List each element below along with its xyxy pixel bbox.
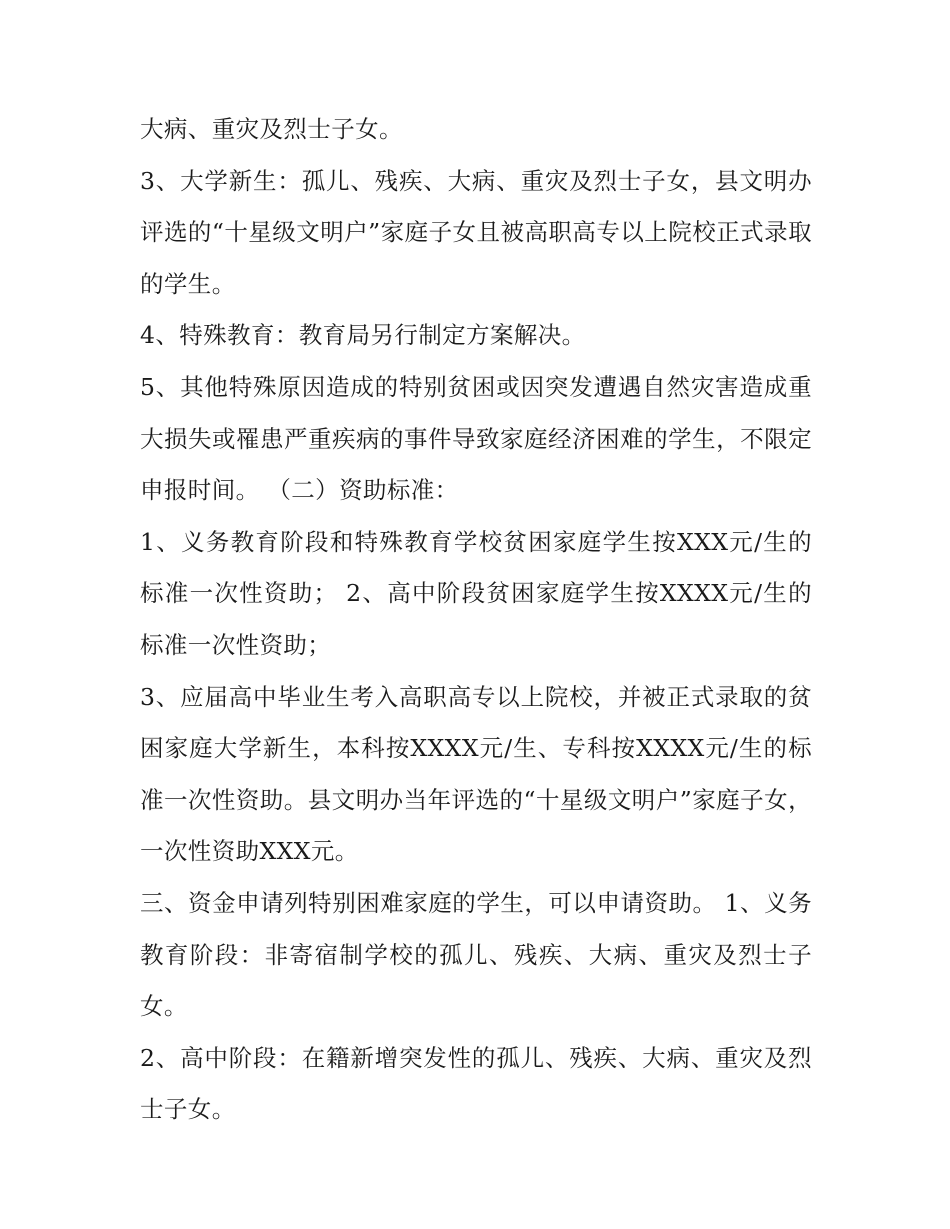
paragraph-6: 3、应届高中毕业生考入高职高专以上院校，并被正式录取的贫困家庭大学新生，本科按XXXX元/生、专科按XXXX元/生的标准一次性资助。县文明办当年评选的“十星级文明户”家庭子女，一次性资助XXX元。 — [140, 682, 812, 866]
paragraph-3: 4、特殊教育：教育局另行制定方案解决。 — [140, 321, 586, 350]
paragraph-8: 2、高中阶段：在籍新增突发性的孤儿、残疾、大病、重灾及烈士子女。 — [140, 1043, 812, 1124]
paragraph-7: 三、资金申请列特别困难家庭的学生，可以申请资助。 1、义务教育阶段：非寄宿制学校的孤儿、残疾、大病、重灾及烈士子女。 — [140, 888, 812, 1021]
document-body — [140, 104, 812, 1136]
paragraph-4: 5、其他特殊原因造成的特别贫困或因突发遭遇自然灾害造成重大损失或罹患严重疾病的事件导致家庭经济困难的学生，不限定申报时间。 （二）资助标准： — [140, 372, 812, 505]
paragraph-1: 大病、重灾及烈士子女。 — [140, 115, 403, 143]
paragraph-2: 3、大学新生：孤儿、残疾、大病、重灾及烈士子女，县文明办评选的“十星级文明户”家庭子女且被高职高专以上院校正式录取的学生。 — [140, 166, 812, 298]
paragraph-5: 1、义务教育阶段和特殊教育学校贫困家庭学生按XXX元/生的标准一次性资助； 2、高中阶段贫困家庭学生按XXXX元/生的标准一次性资助； — [140, 527, 812, 659]
